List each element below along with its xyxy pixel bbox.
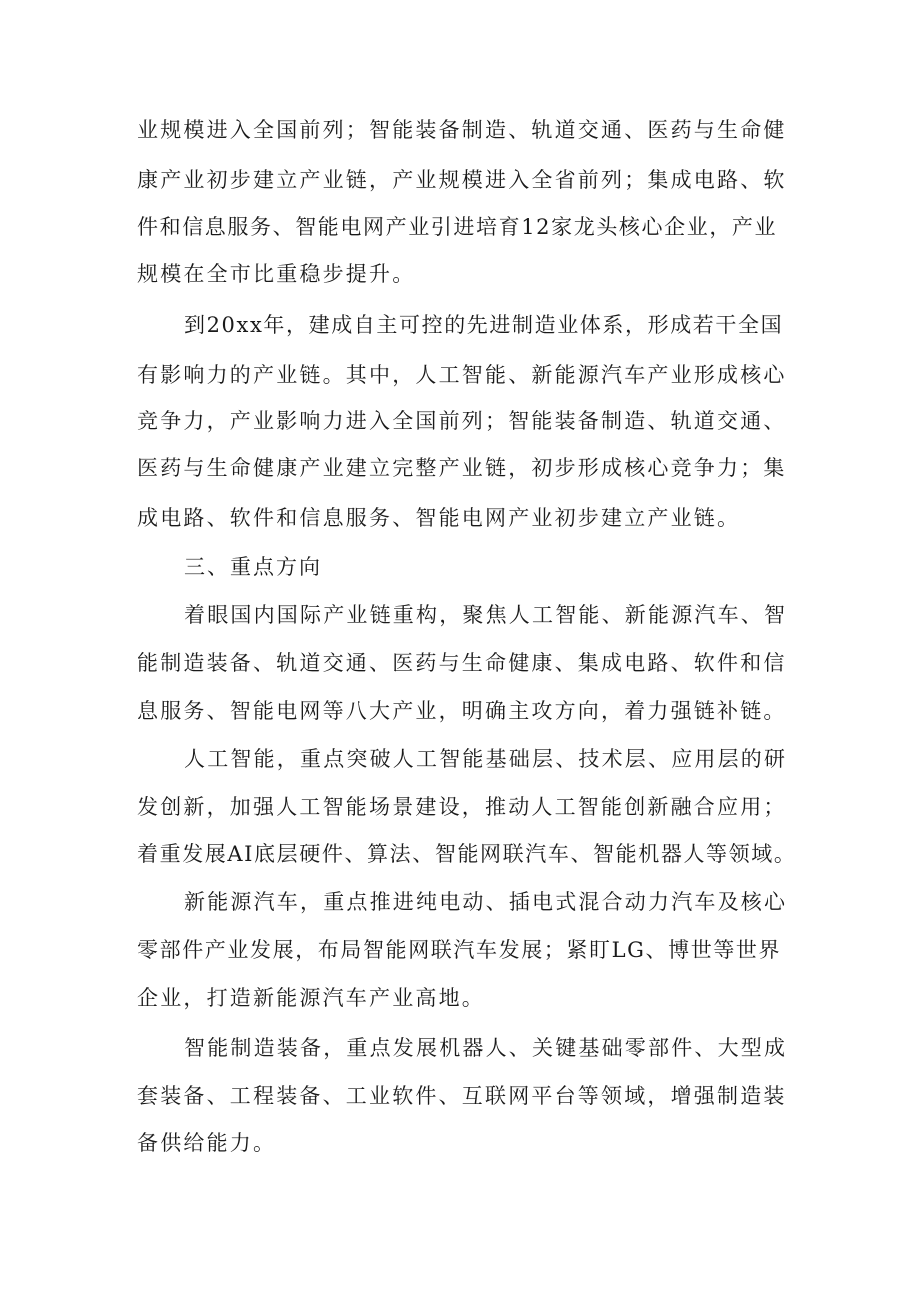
paragraph-1-line-1: 业规模进入全国前列；智能装备制造、轨道交通、医药与生命健: [137, 118, 787, 142]
paragraph-6-line-2: 套装备、工程装备、工业软件、互联网平台等领域，增强制造装: [137, 1084, 787, 1108]
paragraph-5-line-3: 企业，打造新能源汽车产业高地。: [137, 986, 485, 1010]
paragraph-5-line-1: 新能源汽车，重点推进纯电动、插电式混合动力汽车及核心: [184, 890, 788, 914]
paragraph-6-line-1: 智能制造装备，重点发展机器人、关键基础零部件、大型成: [184, 1036, 788, 1060]
section-heading: 三、重点方向: [184, 555, 322, 579]
paragraph-3-line-3: 息服务、智能电网等八大产业，明确主攻方向，着力强链补链。: [137, 699, 787, 723]
paragraph-2-line-3: 竞争力，产业影响力进入全国前列；智能装备制造、轨道交通、: [137, 409, 787, 433]
paragraph-5-line-2: 零部件产业发展，布局智能网联汽车发展；紧盯LG、博世等世界: [137, 938, 782, 962]
paragraph-1-line-2: 康产业初步建立产业链，产业规模进入全省前列；集成电路、软: [137, 168, 787, 192]
paragraph-3-line-2: 能制造装备、轨道交通、医药与生命健康、集成电路、软件和信: [137, 651, 787, 675]
paragraph-4-line-3: 着重发展AI底层硬件、算法、智能网联汽车、智能机器人等领域。: [137, 842, 797, 866]
paragraph-1-line-3: 件和信息服务、智能电网产业引进培育12家龙头核心企业，产业: [137, 215, 778, 239]
paragraph-4-line-1: 人工智能，重点突破人工智能基础层、技术层、应用层的研: [184, 747, 788, 771]
paragraph-4-line-2: 发创新，加强人工智能场景建设，推动人工智能创新融合应用；: [137, 795, 787, 819]
paragraph-2-line-2: 有影响力的产业链。其中，人工智能、新能源汽车产业形成核心: [137, 363, 787, 387]
paragraph-1-line-4: 规模在全市比重稳步提升。: [137, 262, 416, 286]
paragraph-6-line-3: 备供给能力。: [137, 1131, 277, 1155]
paragraph-2-line-4: 医药与生命健康产业建立完整产业链，初步形成核心竞争力；集: [137, 456, 787, 480]
paragraph-3-line-1: 着眼国内国际产业链重构，聚焦人工智能、新能源汽车、智: [184, 603, 788, 627]
paragraph-2-line-1: 到20xx年，建成自主可控的先进制造业体系，形成若干全国: [184, 313, 784, 337]
paragraph-2-line-5: 成电路、软件和信息服务、智能电网产业初步建立产业链。: [137, 506, 741, 530]
